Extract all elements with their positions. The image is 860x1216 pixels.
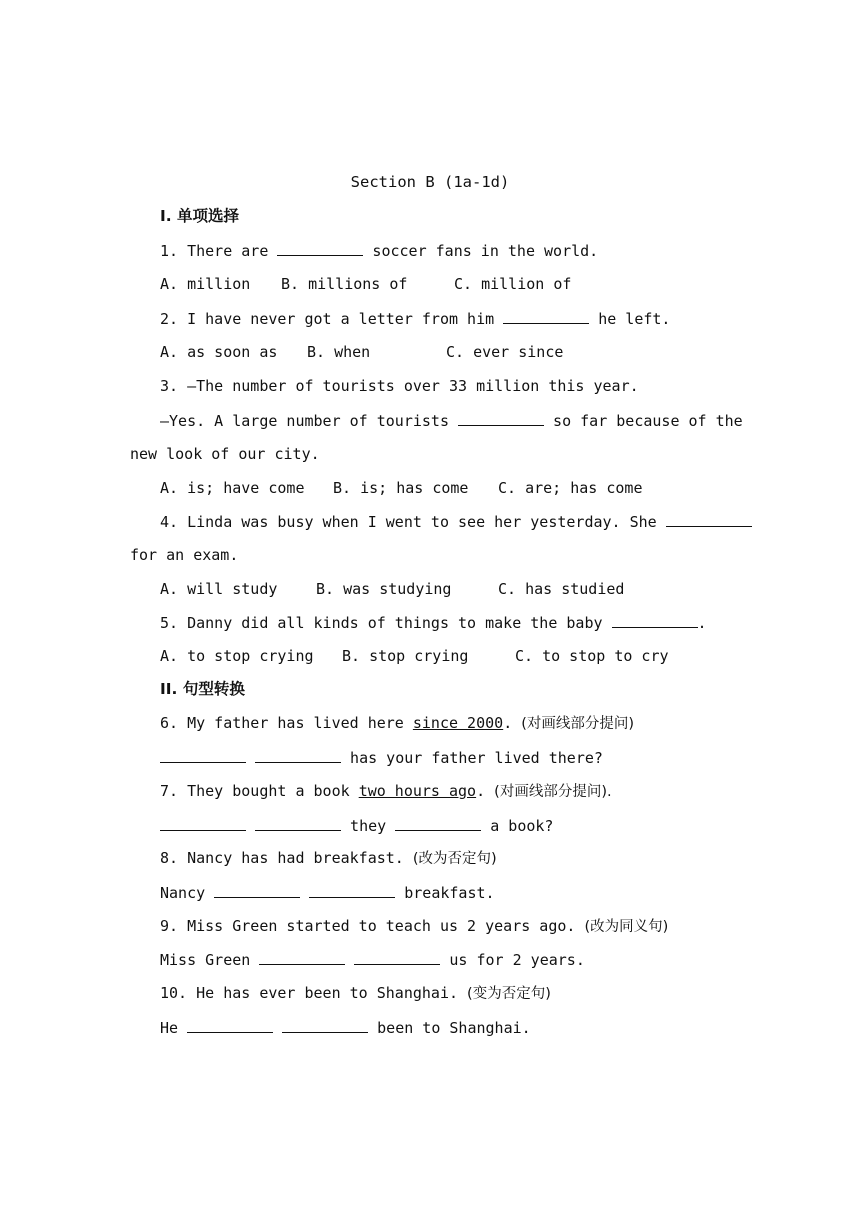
option-b[interactable]: B. was studying: [316, 580, 452, 598]
option-b[interactable]: B. is; has come: [333, 479, 469, 497]
answer-blank[interactable]: [255, 747, 341, 763]
page-title: Section B (1a-1d): [350, 173, 510, 191]
answer-blank[interactable]: [503, 308, 589, 324]
question-6: 6. My father has lived here since 2000. (对画线部分提问): [160, 714, 635, 732]
instruction-note: (变为否定句): [467, 986, 551, 1002]
option-c[interactable]: C. has studied: [498, 580, 625, 598]
question-6-answer: has your father lived there?: [160, 747, 603, 768]
answer-blank[interactable]: [259, 949, 345, 965]
question-3-options: [160, 478, 643, 498]
instruction-note: (改为否定句): [412, 851, 497, 867]
underlined-phrase: two hours ago: [358, 782, 477, 800]
question-9-answer: Miss Green us for 2 years.: [160, 951, 585, 969]
question-10-answer: He been to Shanghai.: [160, 1019, 531, 1037]
instruction-note: (改为同义句): [584, 919, 669, 935]
answer-blank[interactable]: [214, 882, 300, 898]
answer-blank[interactable]: [187, 1017, 273, 1033]
answer-blank[interactable]: [666, 511, 752, 527]
answer-blank[interactable]: [255, 815, 341, 831]
question-3-reply-continued: new look of our city.: [130, 445, 320, 463]
answer-blank[interactable]: [612, 612, 698, 628]
option-a[interactable]: A. will study: [160, 580, 278, 598]
answer-blank[interactable]: [354, 949, 440, 965]
question-8-answer: Nancy breakfast.: [160, 884, 495, 902]
question-5-options: [160, 646, 669, 666]
question-5: 5. Danny did all kinds of things to make the baby .: [160, 614, 707, 632]
underlined-phrase: since 2000: [412, 714, 504, 732]
question-9: 9. Miss Green started to teach us 2 years ago. (改为同义句): [160, 917, 669, 935]
instruction-note: (对画线部分提问).: [494, 784, 612, 800]
section-heading-sentence-transformation: II. 句型转换: [160, 680, 245, 698]
question-3: 3. —The number of tourists over 33 million this year.: [160, 377, 639, 395]
answer-blank[interactable]: [395, 815, 481, 831]
question-8: 8. Nancy has had breakfast. (改为否定句): [160, 849, 497, 867]
option-a[interactable]: A. is; have come: [160, 479, 305, 497]
option-c[interactable]: C. are; has come: [498, 479, 643, 497]
question-2: 2. I have never got a letter from him he left.: [160, 310, 671, 328]
question-4-continued: for an exam.: [130, 546, 239, 564]
question-4-options: [160, 579, 624, 599]
question-1-options: [160, 274, 571, 294]
instruction-note: (对画线部分提问): [521, 716, 635, 732]
question-2-options: [160, 342, 563, 362]
option-a[interactable]: A. million: [160, 275, 251, 293]
question-7: 7. They bought a book two hours ago. (对画线部分提问).: [160, 782, 612, 800]
answer-blank[interactable]: [458, 410, 544, 426]
option-b[interactable]: B. stop crying: [342, 647, 469, 665]
answer-blank[interactable]: [277, 240, 363, 256]
option-a[interactable]: A. to stop crying: [160, 647, 314, 665]
option-c[interactable]: C. ever since: [446, 343, 564, 361]
option-c[interactable]: C. million of: [454, 275, 572, 293]
question-7-answer: they a book?: [160, 815, 553, 836]
answer-blank[interactable]: [282, 1017, 368, 1033]
answer-blank[interactable]: [309, 882, 395, 898]
question-10: 10. He has ever been to Shanghai. (变为否定句): [160, 984, 551, 1002]
option-a[interactable]: A. as soon as: [160, 343, 278, 361]
answer-blank[interactable]: [160, 815, 246, 831]
question-1: 1. There are soccer fans in the world.: [160, 242, 599, 260]
option-b[interactable]: B. millions of: [281, 275, 408, 293]
question-3-reply: —Yes. A large number of tourists so far because of the: [160, 412, 743, 430]
answer-blank[interactable]: [160, 747, 246, 763]
option-c[interactable]: C. to stop to cry: [515, 647, 669, 665]
option-b[interactable]: B. when: [307, 343, 371, 361]
section-heading-multiple-choice: I. 单项选择: [160, 207, 240, 225]
question-4: 4. Linda was busy when I went to see her yesterday. She: [160, 511, 752, 532]
